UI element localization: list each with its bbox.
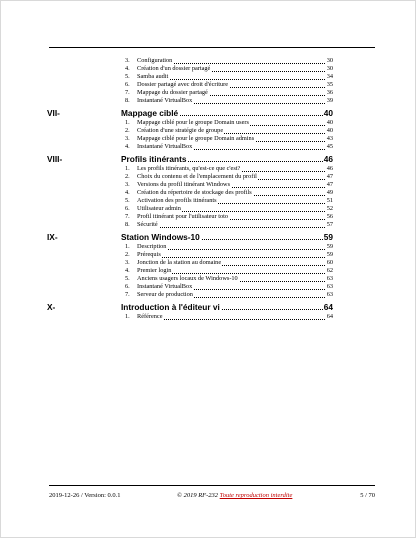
toc-subsection-entry[interactable] xyxy=(47,119,333,127)
toc-leader-dots xyxy=(137,227,325,228)
toc-entry-page: 49 xyxy=(326,189,333,196)
toc-subsection-entry[interactable] xyxy=(47,213,333,221)
footer-copyright-text: © 2019 RF-232 xyxy=(177,492,220,499)
toc-section-entry[interactable] xyxy=(47,231,333,243)
toc-entry-number: X- xyxy=(47,302,56,312)
toc-entry-title: Station Windows-10 xyxy=(121,232,200,242)
toc-entry-title: Utilisateur admin xyxy=(137,205,181,212)
toc-entry-page: 34 xyxy=(326,73,333,80)
toc-entry-number: 4. xyxy=(125,65,130,72)
toc-entry-number: 7. xyxy=(125,213,130,220)
toc-entry-page: 35 xyxy=(326,81,333,88)
toc-leader-dots xyxy=(137,257,325,258)
toc-entry-page: 36 xyxy=(326,89,333,96)
toc-entry-page: 45 xyxy=(326,143,333,150)
toc-section-entry[interactable] xyxy=(47,107,333,119)
toc-entry-number: 5. xyxy=(125,73,130,80)
toc-entry-number: 1. xyxy=(125,243,130,250)
toc-entry-title: Samba audit xyxy=(137,73,169,80)
page-footer xyxy=(49,491,375,501)
toc-entry-page: 52 xyxy=(326,205,333,212)
toc-entry-title: Description xyxy=(137,243,167,250)
toc-entry-page: 62 xyxy=(326,267,333,274)
toc-entry-number: 2. xyxy=(125,127,130,134)
toc-entry-title: Premier login xyxy=(137,267,172,274)
toc-subsection-entry[interactable] xyxy=(47,259,333,267)
toc-entry-number: 7. xyxy=(125,89,130,96)
toc-entry-title: Sécurité xyxy=(137,221,158,228)
toc-entry-number: 1. xyxy=(125,165,130,172)
toc-entry-title: Choix du contenu et de l'emplacement du profil xyxy=(137,173,257,180)
toc-subsection-entry[interactable] xyxy=(47,89,333,97)
footer-rule xyxy=(49,485,375,486)
toc-entry-title: Prérequis xyxy=(137,251,161,258)
toc-entry-title: Instantané VirtualBox xyxy=(137,283,193,290)
toc-entry-title: Anciens usagers locaux de Windows-10 xyxy=(137,275,238,282)
toc-subsection-entry[interactable] xyxy=(47,143,333,151)
toc-subsection-entry[interactable] xyxy=(47,189,333,197)
toc-subsection-entry[interactable] xyxy=(47,165,333,173)
toc-entry-number: 6. xyxy=(125,205,130,212)
toc-entry-number: VIII- xyxy=(47,154,63,164)
toc-entry-page: 40 xyxy=(326,127,333,134)
toc-entry-page: 51 xyxy=(326,197,333,204)
toc-entry-page: 40 xyxy=(326,119,333,126)
toc-entry-number: IX- xyxy=(47,232,58,242)
toc-entry-title: Mappage ciblé pour le groupe Domain users xyxy=(137,119,249,126)
toc-entry-number: 7. xyxy=(125,291,130,298)
toc-subsection-entry[interactable] xyxy=(47,267,333,275)
toc-entry-title: Mappage ciblé xyxy=(121,108,179,118)
toc-subsection-entry[interactable] xyxy=(47,173,333,181)
toc-leader-dots xyxy=(137,319,325,320)
toc-entry-page: 39 xyxy=(326,97,333,104)
toc-entry-page: 43 xyxy=(326,135,333,142)
toc-entry-title: Versions du profil itinérant Windows xyxy=(137,181,231,188)
toc-entry-page: 46 xyxy=(326,165,333,172)
table-of-contents xyxy=(47,57,333,321)
toc-entry-title: Référence xyxy=(137,313,163,320)
toc-entry-number: VII- xyxy=(47,108,60,118)
toc-entry-page: 64 xyxy=(326,313,333,320)
toc-subsection-entry[interactable] xyxy=(47,73,333,81)
toc-entry-page: 40 xyxy=(323,108,333,118)
toc-entry-page: 64 xyxy=(323,302,333,312)
toc-entry-page: 47 xyxy=(326,173,333,180)
toc-entry-page: 30 xyxy=(326,57,333,64)
toc-subsection-entry[interactable] xyxy=(47,275,333,283)
toc-subsection-entry[interactable] xyxy=(47,243,333,251)
toc-entry-title: Configuration xyxy=(137,57,173,64)
toc-entry-title: Introduction à l'éditeur vi xyxy=(121,302,220,312)
toc-entry-page: 30 xyxy=(326,65,333,72)
toc-entry-number: 5. xyxy=(125,197,130,204)
toc-entry-number: 4. xyxy=(125,143,130,150)
toc-entry-number: 2. xyxy=(125,251,130,258)
toc-entry-title: Création d'un dossier partagé xyxy=(137,65,211,72)
footer-reproduction-notice[interactable]: Toute reproduction interdite xyxy=(219,492,293,499)
toc-entry-number: 3. xyxy=(125,259,130,266)
toc-entry-page: 63 xyxy=(326,291,333,298)
toc-entry-page: 60 xyxy=(326,259,333,266)
toc-section-entry[interactable] xyxy=(47,301,333,313)
footer-date-version: 2019-12-26 / Version: 0.0.1 xyxy=(49,492,121,499)
toc-entry-page: 59 xyxy=(326,251,333,258)
toc-section-entry[interactable] xyxy=(47,153,333,165)
toc-entry-title: Profil itinérant pour l'utilisateur toto xyxy=(137,213,229,220)
toc-entry-page: 46 xyxy=(323,154,333,164)
toc-entry-number: 1. xyxy=(125,119,130,126)
toc-entry-page: 59 xyxy=(323,232,333,242)
toc-entry-title: Création du répertoire de stockage des profils xyxy=(137,189,252,196)
toc-subsection-entry[interactable] xyxy=(47,313,333,321)
toc-entry-page: 56 xyxy=(326,213,333,220)
toc-entry-title: Instantané VirtualBox xyxy=(137,97,193,104)
toc-entry-number: 8. xyxy=(125,221,130,228)
toc-entry-number: 5. xyxy=(125,275,130,282)
toc-entry-number: 3. xyxy=(125,135,130,142)
toc-subsection-entry[interactable] xyxy=(47,127,333,135)
toc-subsection-entry[interactable] xyxy=(47,283,333,291)
toc-subsection-entry[interactable] xyxy=(47,197,333,205)
toc-subsection-entry[interactable] xyxy=(47,221,333,229)
toc-entry-title: Activation des profils itinérants xyxy=(137,197,217,204)
toc-subsection-entry[interactable] xyxy=(47,97,333,105)
footer-copyright xyxy=(177,491,292,501)
toc-subsection-entry[interactable] xyxy=(47,57,333,65)
header-rule xyxy=(49,47,375,48)
toc-subsection-entry[interactable] xyxy=(47,81,333,89)
toc-entry-title: Profils itinérants xyxy=(121,154,187,164)
toc-entry-number: 6. xyxy=(125,283,130,290)
toc-subsection-entry[interactable] xyxy=(47,181,333,189)
toc-entry-page: 63 xyxy=(326,275,333,282)
toc-entry-number: 8. xyxy=(125,97,130,104)
toc-entry-title: Instantané VirtualBox xyxy=(137,143,193,150)
toc-subsection-entry[interactable] xyxy=(47,251,333,259)
toc-subsection-entry[interactable] xyxy=(47,205,333,213)
toc-entry-number: 2. xyxy=(125,173,130,180)
toc-entry-page: 63 xyxy=(326,283,333,290)
toc-entry-title: Dossier partagé avec droit d'écriture xyxy=(137,81,228,88)
toc-entry-title: Les profils itinérants, qu'est-ce que c'est? xyxy=(137,165,241,172)
toc-entry-title: Mappage du dossier partagé xyxy=(137,89,208,96)
toc-entry-number: 3. xyxy=(125,57,130,64)
toc-entry-number: 4. xyxy=(125,267,130,274)
toc-subsection-entry[interactable] xyxy=(47,65,333,73)
toc-subsection-entry[interactable] xyxy=(47,135,333,143)
toc-entry-number: 6. xyxy=(125,81,130,88)
toc-entry-title: Serveur de production xyxy=(137,291,193,298)
toc-entry-number: 1. xyxy=(125,313,130,320)
toc-entry-page: 59 xyxy=(326,243,333,250)
toc-entry-page: 47 xyxy=(326,181,333,188)
toc-entry-number: 4. xyxy=(125,189,130,196)
toc-entry-title: Création d'une stratégie de groupe xyxy=(137,127,224,134)
toc-entry-number: 3. xyxy=(125,181,130,188)
toc-entry-title: Jonction de la station au domaine xyxy=(137,259,222,266)
footer-page-number: 5 / 70 xyxy=(360,492,375,499)
toc-entry-title: Mappage ciblé pour le groupe Domain admins xyxy=(137,135,255,142)
toc-entry-page: 57 xyxy=(326,221,333,228)
toc-subsection-entry[interactable] xyxy=(47,291,333,299)
